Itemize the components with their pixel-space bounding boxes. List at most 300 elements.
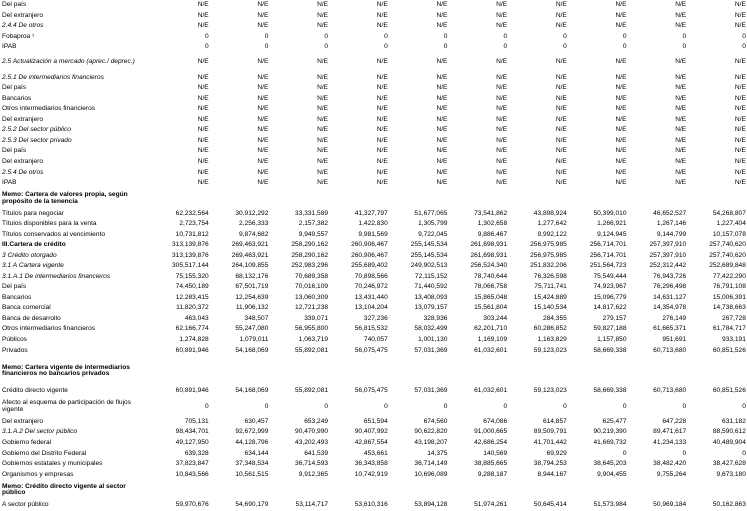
cell-value: N/E: [197, 94, 209, 102]
cell-value: N/E: [257, 157, 269, 165]
cell-value: [389, 356, 449, 386]
cell-value: 0: [622, 32, 627, 40]
table-row: [0, 303, 747, 314]
cell-value: 36,714,593: [295, 460, 329, 468]
cell-value: N/E: [376, 22, 388, 30]
cell-value: 0: [205, 402, 209, 410]
cell-value: 9,886,467: [477, 230, 508, 238]
cell-value: 37,823,847: [175, 460, 209, 468]
cell-value: 1,305,799: [418, 220, 448, 228]
cell-value: N/E: [496, 147, 508, 155]
table-row: [0, 83, 747, 94]
cell-value: N/E: [197, 115, 209, 123]
row-label: Títulos disponibles para la venta: [2, 220, 97, 228]
cell-value: N/E: [496, 179, 508, 187]
cell-value: 56,075,475: [354, 387, 388, 395]
cell-value: 257,397,910: [649, 241, 687, 249]
cell-value: N/E: [734, 126, 746, 134]
cell-value: 0: [563, 32, 567, 40]
cell-value: 0: [264, 402, 269, 410]
cell-value: 0: [622, 449, 627, 457]
cell-value: N/E: [615, 58, 627, 66]
cell-value: 43,898,924: [533, 209, 567, 217]
cell-value: N/E: [317, 115, 329, 123]
cell-value: N/E: [675, 1, 687, 8]
cell-value: [448, 356, 508, 386]
cell-value: 1,079,011: [239, 336, 269, 343]
cell-value: 0: [205, 43, 209, 51]
cell-value: 0: [205, 32, 209, 40]
table-row: [0, 21, 747, 32]
cell-value: N/E: [376, 1, 388, 8]
cell-value: N/E: [197, 168, 209, 176]
cell-value: 78,740,644: [474, 272, 508, 280]
cell-value: 42,686,254: [474, 438, 508, 446]
cell-value: 0: [384, 43, 388, 51]
row-label: Banca de desarrollo: [2, 314, 61, 322]
cell-value: [628, 480, 688, 500]
cell-value: 38,794,253: [533, 460, 567, 468]
cell-value: 0: [742, 449, 746, 457]
cell-value: 0: [682, 449, 687, 457]
cell-value: 11,820,372: [176, 304, 209, 312]
cell-value: 76,296,498: [653, 283, 687, 291]
cell-value: 68,132,176: [235, 272, 269, 280]
cell-value: N/E: [675, 179, 687, 187]
cell-value: 49,127,950: [175, 438, 209, 446]
cell-value: [568, 480, 628, 500]
cell-value: N/E: [555, 168, 567, 176]
cell-value: 0: [682, 32, 687, 40]
row-label: Del extranjero: [2, 417, 44, 425]
table-row: [0, 417, 747, 428]
cell-value: 90,470,990: [295, 428, 329, 436]
row-label: Del extranjero: [2, 115, 44, 123]
cell-value: 60,851,526: [712, 346, 746, 354]
cell-value: 74,450,189: [175, 283, 209, 291]
cell-value: 251,832,206: [530, 262, 567, 270]
cell-value: 14,375: [427, 449, 448, 457]
cell-value: [210, 356, 270, 386]
cell-value: 62,166,774: [175, 325, 209, 333]
cell-value: 73,541,862: [474, 209, 508, 217]
cell-value: 2,723,754: [179, 220, 209, 228]
table-row: [0, 251, 747, 262]
cell-value: N/E: [257, 126, 269, 134]
cell-value: [329, 480, 389, 500]
cell-value: 279,157: [602, 314, 627, 322]
cell-value: N/E: [376, 11, 388, 19]
cell-value: N/E: [615, 168, 627, 176]
table-row: [0, 219, 747, 230]
cell-value: [329, 189, 389, 209]
table-row: [0, 168, 747, 179]
row-label: III.Cartera de crédito: [2, 241, 66, 249]
cell-value: 15,006,391: [712, 293, 746, 301]
row-label: Bancarios: [2, 293, 32, 301]
cell-value: 76,943,726: [653, 272, 687, 280]
cell-value: 89,509,791: [533, 428, 567, 436]
cell-value: N/E: [496, 1, 508, 8]
cell-value: 260,906,467: [351, 251, 388, 259]
cell-value: 303,244: [483, 314, 508, 322]
cell-value: 705,131: [184, 417, 209, 425]
cell-value: 60,713,680: [653, 346, 687, 354]
table-row: [0, 53, 747, 73]
cell-value: N/E: [734, 136, 746, 144]
cell-value: N/E: [197, 136, 209, 144]
cell-value: [687, 480, 747, 500]
row-label: Afecto al esquema de participación de flujos vigente: [2, 399, 132, 413]
cell-value: 41,234,133: [653, 438, 687, 446]
table-row: [0, 73, 747, 84]
table-row: [0, 314, 747, 325]
cell-value: 260,906,467: [351, 241, 388, 249]
cell-value: 59,827,188: [593, 325, 627, 333]
cell-value: 1,422,830: [358, 220, 388, 228]
cell-value: 14,817,622: [593, 304, 627, 312]
cell-value: N/E: [615, 11, 627, 19]
cell-value: [150, 480, 210, 500]
cell-value: 13,060,309: [295, 293, 329, 301]
cell-value: 91,000,665: [474, 428, 508, 436]
cell-value: N/E: [257, 179, 269, 187]
cell-value: N/E: [675, 58, 687, 66]
cell-value: N/E: [376, 136, 388, 144]
cell-value: 252,983,296: [291, 262, 329, 270]
cell-value: [628, 189, 688, 209]
cell-value: N/E: [376, 115, 388, 123]
cell-value: N/E: [197, 179, 209, 187]
cell-value: N/E: [436, 168, 448, 176]
cell-value: 61,784,717: [712, 325, 746, 333]
cell-value: [150, 189, 210, 209]
row-label: 2.5.2 Del sector público: [2, 126, 71, 134]
cell-value: 0: [264, 43, 269, 51]
cell-value: N/E: [615, 126, 627, 134]
cell-value: N/E: [257, 147, 269, 155]
cell-value: 256,714,701: [589, 241, 627, 249]
cell-value: 76,326,598: [533, 272, 567, 280]
cell-value: N/E: [555, 58, 567, 66]
cell-value: N/E: [496, 58, 508, 66]
cell-value: 55,892,081: [295, 387, 329, 395]
cell-value: 0: [503, 32, 508, 40]
cell-value: 38,427,628: [712, 460, 746, 468]
cell-value: 15,424,889: [533, 293, 567, 301]
cell-value: 54,168,069: [235, 387, 269, 395]
cell-value: 1,277,642: [537, 220, 567, 228]
table-row: [0, 438, 747, 449]
cell-value: N/E: [436, 58, 448, 66]
cell-value: N/E: [257, 11, 269, 19]
cell-value: 60,851,526: [712, 387, 746, 395]
cell-value: N/E: [436, 94, 448, 102]
cell-value: 58,669,338: [593, 387, 627, 395]
row-label: Del país: [2, 283, 27, 291]
row-label: Memo: Cartera de valores propia, según propósito de la tenencia: [2, 191, 128, 205]
table-row: [0, 11, 747, 22]
cell-value: 674,086: [483, 417, 508, 425]
cell-value: 78,066,758: [474, 283, 508, 291]
cell-value: 69,929: [546, 449, 567, 457]
cell-value: 40,489,904: [712, 438, 746, 446]
cell-value: 9,288,187: [477, 470, 508, 478]
cell-value: N/E: [436, 105, 448, 113]
cell-value: N/E: [734, 73, 746, 81]
table-row: [0, 293, 747, 304]
cell-value: 53,894,128: [414, 501, 448, 509]
row-label: Organismos y empresas: [2, 470, 74, 478]
row-label: Otros intermediarios financieros: [2, 325, 96, 333]
cell-value: N/E: [197, 1, 209, 8]
cell-value: 653,249: [304, 417, 329, 425]
cell-value: 50,162,863: [712, 501, 746, 509]
row-label: A sector público: [2, 501, 49, 509]
cell-value: [210, 189, 270, 209]
cell-value: 740,057: [363, 336, 388, 343]
cell-value: 59,970,676: [175, 501, 209, 509]
cell-value: N/E: [317, 73, 329, 81]
cell-value: 61,032,601: [474, 387, 508, 395]
cell-value: 339,071: [304, 314, 329, 322]
cell-value: 0: [563, 402, 567, 410]
cell-value: N/E: [555, 73, 567, 81]
cell-value: 10,843,566: [175, 470, 209, 478]
cell-value: N/E: [675, 115, 687, 123]
cell-value: 463,043: [184, 314, 209, 322]
cell-value: 258,290,162: [291, 251, 329, 259]
cell-value: [389, 189, 449, 209]
cell-value: 1,266,921: [597, 220, 627, 228]
cell-value: 53,114,717: [295, 501, 329, 509]
cell-value: 0: [742, 402, 746, 410]
cell-value: 56,815,532: [354, 325, 388, 333]
cell-value: N/E: [257, 1, 269, 8]
row-label: Gobierno federal: [2, 438, 52, 446]
cell-value: N/E: [317, 179, 329, 187]
cell-value: [448, 480, 508, 500]
cell-value: 9,124,945: [597, 230, 627, 238]
table-row: [0, 42, 747, 53]
cell-value: N/E: [675, 11, 687, 19]
cell-value: N/E: [317, 94, 329, 102]
cell-value: 0: [443, 32, 448, 40]
table-row: [0, 209, 747, 220]
table-row: [0, 146, 747, 157]
table-row: [0, 0, 747, 11]
cell-value: 41,669,732: [593, 438, 627, 446]
cell-value: 71,440,592: [414, 283, 448, 291]
cell-value: N/E: [436, 84, 448, 92]
cell-value: N/E: [615, 147, 627, 155]
cell-value: 36,714,149: [414, 460, 448, 468]
cell-value: 12,721,238: [295, 304, 329, 312]
cell-value: 58,032,499: [414, 325, 448, 333]
cell-value: N/E: [257, 94, 269, 102]
cell-value: N/E: [615, 1, 627, 8]
row-label: Otros intermediarios financieros: [2, 105, 96, 113]
table-row: [0, 427, 747, 438]
cell-value: N/E: [376, 58, 388, 66]
cell-value: N/E: [436, 22, 448, 30]
cell-value: N/E: [615, 94, 627, 102]
cell-value: N/E: [734, 58, 746, 66]
cell-value: N/E: [555, 11, 567, 19]
cell-value: [269, 480, 329, 500]
cell-value: 641,539: [304, 449, 329, 457]
cell-value: N/E: [555, 1, 567, 8]
cell-value: 10,742,919: [354, 470, 388, 478]
row-label: 2.5.4 De otros: [2, 168, 44, 176]
table-row: [0, 261, 747, 272]
cell-value: N/E: [734, 84, 746, 92]
cell-value: N/E: [734, 94, 746, 102]
cell-value: N/E: [376, 147, 388, 155]
cell-value: N/E: [317, 157, 329, 165]
cell-value: 60,891,946: [175, 387, 209, 395]
cell-value: [508, 189, 568, 209]
cell-value: 74,923,967: [593, 283, 627, 291]
cell-value: 9,949,557: [298, 230, 329, 238]
table-row: [0, 136, 747, 147]
cell-value: N/E: [496, 22, 508, 30]
cell-value: N/E: [675, 157, 687, 165]
cell-value: 0: [503, 402, 508, 410]
cell-value: 10,696,089: [414, 470, 448, 478]
cell-value: 0: [742, 43, 746, 51]
cell-value: N/E: [555, 94, 567, 102]
cell-value: N/E: [734, 157, 746, 165]
cell-value: 614,857: [542, 417, 567, 425]
cell-value: N/E: [317, 84, 329, 92]
cell-value: 9,722,045: [418, 230, 448, 238]
cell-value: N/E: [555, 179, 567, 187]
row-label: 2.5.3 Del sector privado: [2, 136, 72, 144]
cell-value: 10,157,078: [712, 230, 746, 238]
cell-value: 0: [443, 402, 448, 410]
cell-value: [568, 356, 628, 386]
row-label: IPAB: [2, 179, 17, 187]
cell-value: 75,549,444: [593, 272, 627, 280]
cell-value: 1,063,719: [298, 336, 329, 343]
cell-value: N/E: [555, 126, 567, 134]
cell-value: N/E: [555, 147, 567, 155]
table-row: [0, 115, 747, 126]
cell-value: 77,422,290: [712, 272, 746, 280]
cell-value: 38,482,420: [653, 460, 687, 468]
cell-value: 50,399,010: [593, 209, 627, 217]
cell-value: N/E: [675, 136, 687, 144]
cell-value: 38,885,665: [474, 460, 508, 468]
cell-value: 36,343,858: [354, 460, 388, 468]
cell-value: 0: [324, 32, 329, 40]
cell-value: 933,191: [722, 336, 746, 343]
table-row: [0, 449, 747, 460]
cell-value: N/E: [615, 115, 627, 123]
cell-value: 1,169,109: [477, 336, 508, 343]
cell-value: N/E: [675, 126, 687, 134]
cell-value: 9,981,569: [358, 230, 388, 238]
row-label: Títulos para negociar: [2, 209, 64, 217]
cell-value: N/E: [496, 11, 508, 19]
cell-value: 54,690,179: [235, 501, 269, 509]
row-label: Del extranjero: [2, 11, 44, 19]
cell-value: 60,286,852: [533, 325, 567, 333]
table-row: [0, 335, 747, 346]
cell-value: N/E: [376, 126, 388, 134]
cell-value: N/E: [317, 11, 329, 19]
cell-value: N/E: [317, 105, 329, 113]
cell-value: 0: [324, 43, 329, 51]
cell-value: N/E: [615, 73, 627, 81]
cell-value: N/E: [734, 105, 746, 113]
cell-value: [508, 480, 568, 500]
cell-value: 9,673,180: [716, 470, 746, 478]
cell-value: N/E: [197, 22, 209, 30]
cell-value: 0: [682, 43, 687, 51]
table-row: [0, 178, 747, 189]
table-row: [0, 480, 747, 500]
cell-value: N/E: [675, 105, 687, 113]
cell-value: 98,434,701: [175, 428, 209, 436]
cell-value: 284,355: [542, 314, 567, 322]
cell-value: N/E: [615, 105, 627, 113]
cell-value: [269, 189, 329, 209]
cell-value: 1,163,829: [537, 336, 567, 343]
cell-value: 267,728: [722, 314, 746, 322]
cell-value: N/E: [555, 105, 567, 113]
cell-value: 313,139,876: [172, 241, 209, 249]
cell-value: N/E: [734, 115, 746, 123]
cell-value: 30,912,292: [235, 209, 269, 217]
cell-value: 62,201,710: [474, 325, 508, 333]
cell-value: [150, 356, 210, 386]
cell-value: 70,246,972: [354, 283, 388, 291]
cell-value: 0: [622, 43, 627, 51]
cell-value: N/E: [257, 136, 269, 144]
cell-value: 60,891,946: [175, 346, 209, 354]
cell-value: 44,128,796: [235, 438, 269, 446]
cell-value: N/E: [376, 179, 388, 187]
cell-value: 256,975,985: [530, 251, 567, 259]
cell-value: 33,331,589: [295, 209, 329, 217]
cell-value: N/E: [615, 136, 627, 144]
row-label: 3.1.A.1 De intermediarios financieros: [2, 272, 111, 280]
cell-value: 256,714,701: [589, 251, 627, 259]
cell-value: [568, 189, 628, 209]
cell-value: 61,665,371: [653, 325, 687, 333]
cell-value: 674,560: [423, 417, 448, 425]
cell-value: 313,139,876: [172, 251, 209, 259]
cell-value: 0: [324, 402, 329, 410]
table-row: [0, 324, 747, 335]
row-label: Títulos conservados al vencimiento: [2, 230, 105, 238]
cell-value: N/E: [675, 147, 687, 155]
table-row: [0, 157, 747, 168]
cell-value: N/E: [496, 115, 508, 123]
cell-value: 43,202,493: [295, 438, 329, 446]
cell-value: 57,031,369: [414, 346, 448, 354]
cell-value: N/E: [376, 157, 388, 165]
cell-value: 76,791,108: [712, 283, 746, 291]
cell-value: 90,622,820: [414, 428, 448, 436]
cell-value: 51,677,065: [414, 209, 448, 217]
table-row: [0, 32, 747, 43]
cell-value: 59,123,023: [533, 346, 567, 354]
cell-value: 72,115,152: [414, 272, 448, 280]
cell-value: 90,219,390: [593, 428, 627, 436]
